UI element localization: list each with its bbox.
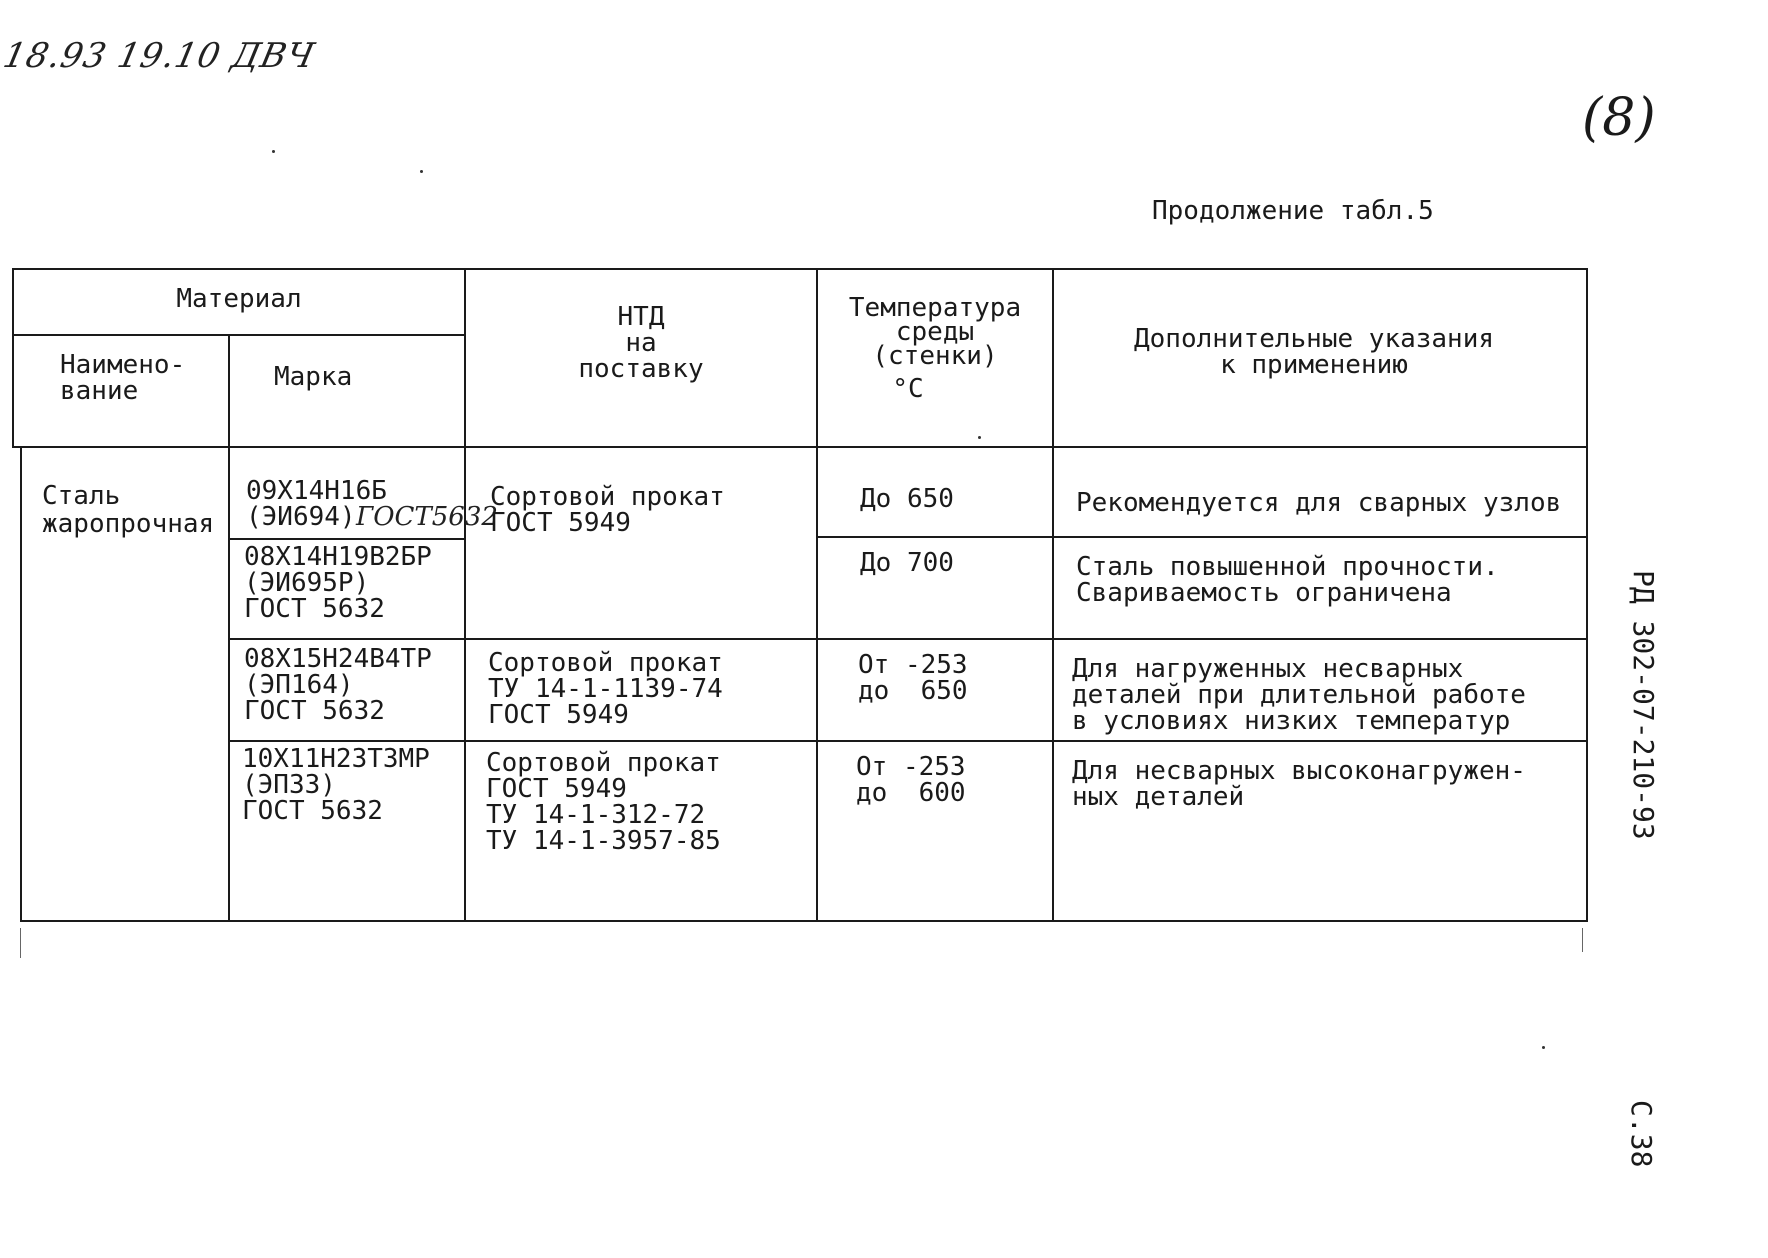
- row3-ntd: Сортовой прокат ТУ 14-1-1139-74 ГОСТ 5949: [488, 648, 723, 730]
- row1-grade: 09Х14Н16Б (ЭИ694): [246, 476, 387, 532]
- header-ntd: НТД на поставку: [578, 302, 704, 384]
- row3-grade: 08Х15Н24В4ТР (ЭП164) ГОСТ 5632: [244, 644, 432, 726]
- header-name: Наимено- вание: [60, 350, 186, 406]
- header-temperature-unit: °C: [892, 374, 924, 404]
- row4-temperature: От -253 до 600: [856, 752, 966, 808]
- row3-temperature: От -253 до 650: [858, 650, 968, 706]
- header-notes: Дополнительные указания к применению: [1133, 324, 1495, 380]
- row4-notes: Для несварных высоконагружен- ных деталей: [1072, 756, 1526, 812]
- header-temperature: Температура среды (стенки): [848, 293, 1022, 371]
- header-material: Материал: [176, 284, 302, 314]
- row1-grade-handwritten-note: ГОСТ5632: [356, 502, 498, 532]
- row2-grade: 08Х14Н19В2БР (ЭИ695Р) ГОСТ 5632: [244, 542, 432, 624]
- row1-ntd: Сортовой прокат ГОСТ 5949: [490, 482, 725, 538]
- page-number: С.38: [1625, 1100, 1658, 1168]
- row2-notes: Сталь повышенной прочности. Свариваемость ограничена: [1076, 552, 1499, 608]
- row4-grade: 10Х11Н23Т3МР (ЭП33) ГОСТ 5632: [242, 744, 430, 826]
- row3-notes: Для нагруженных несварных деталей при длительной работе в условиях низких температур: [1072, 654, 1526, 736]
- header-grade: Марка: [274, 362, 353, 392]
- handwritten-page-mark: (8): [1582, 88, 1656, 148]
- row2-temperature: До 700: [860, 548, 954, 578]
- table-continuation-label: Продолжение табл.5: [1152, 196, 1434, 226]
- material-name: Сталь жаропрочная: [42, 481, 215, 539]
- row1-temperature: До 650: [860, 484, 954, 514]
- row4-ntd: Сортовой прокат ГОСТ 5949 ТУ 14-1-312-72 ТУ 14-1-3957-85: [486, 748, 721, 856]
- row1-notes: Рекомендуется для сварных узлов: [1076, 488, 1562, 518]
- handwritten-date-note: 18.93 19.10 ДВЧ: [0, 36, 319, 76]
- document-code: РД 302-07-210-93: [1627, 570, 1660, 840]
